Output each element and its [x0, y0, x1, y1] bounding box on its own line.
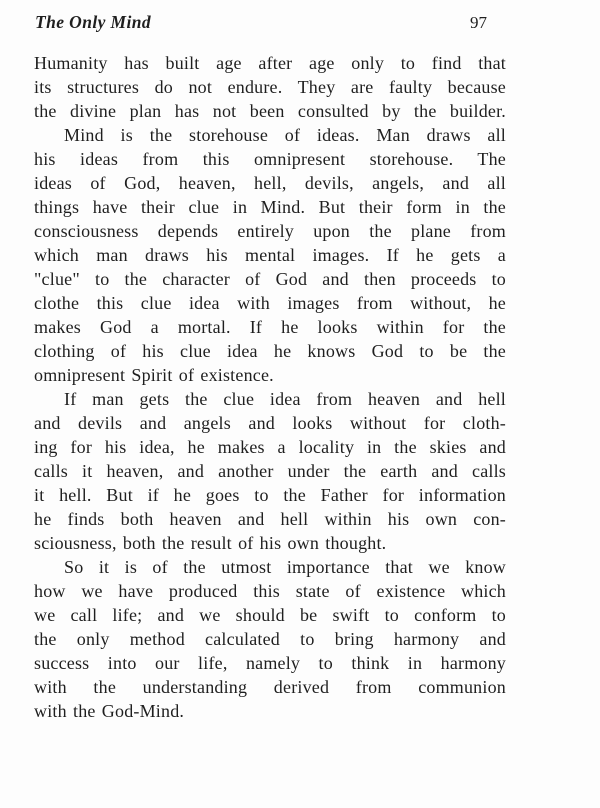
- text-line: clothe this clue idea with images from without, he: [34, 293, 506, 313]
- text-line: with the God-Mind.: [34, 701, 185, 721]
- text-line: Mind is the storehouse of ideas. Man draws all: [64, 125, 506, 145]
- text-line: its structures do not endure. They are faulty because: [34, 77, 506, 97]
- text-line: calls it heaven, and another under the earth and calls: [34, 461, 506, 481]
- page-header: [35, 12, 487, 33]
- text-line: omnipresent Spirit of existence.: [34, 365, 274, 385]
- text-line: he finds both heaven and hell within his own con-: [34, 509, 506, 529]
- text-line: we call life; and we should be swift to conform to: [34, 605, 506, 625]
- text-line: his ideas from this omnipresent storehouse. The: [34, 149, 506, 169]
- body-text: [34, 51, 506, 723]
- text-line: things have their clue in Mind. But their form in the: [34, 197, 506, 217]
- text-line: how we have produced this state of existence which: [34, 581, 506, 601]
- running-title: The Only Mind: [35, 12, 152, 32]
- text-line: Humanity has built age after age only to find that: [34, 53, 506, 73]
- text-line: which man draws his mental images. If he gets a: [34, 245, 506, 265]
- text-line: If man gets the clue idea from heaven and hell: [64, 389, 506, 409]
- page-number: 97: [470, 13, 487, 32]
- text-line: consciousness depends entirely upon the plane from: [34, 221, 506, 241]
- text-line: the only method calculated to bring harmony and: [34, 629, 506, 649]
- text-line: with the understanding derived from communion: [34, 677, 506, 697]
- text-line: sciousness, both the result of his own thought.: [34, 533, 387, 553]
- text-line: it hell. But if he goes to the Father for information: [34, 485, 506, 505]
- text-line: ideas of God, heaven, hell, devils, angels, and all: [34, 173, 506, 193]
- text-line: clothing of his clue idea he knows God to be the: [34, 341, 506, 361]
- text-line: makes God a mortal. If he looks within for the: [34, 317, 506, 337]
- text-line: success into our life, namely to think in harmony: [34, 653, 506, 673]
- text-line: and devils and angels and looks without for cloth-: [34, 413, 506, 433]
- text-line: ing for his idea, he makes a locality in the skies and: [34, 437, 506, 457]
- text-line: So it is of the utmost importance that we know: [64, 557, 506, 577]
- text-line: the divine plan has not been consulted by the builder.: [34, 101, 506, 121]
- text-line: "clue" to the character of God and then proceeds to: [34, 269, 506, 289]
